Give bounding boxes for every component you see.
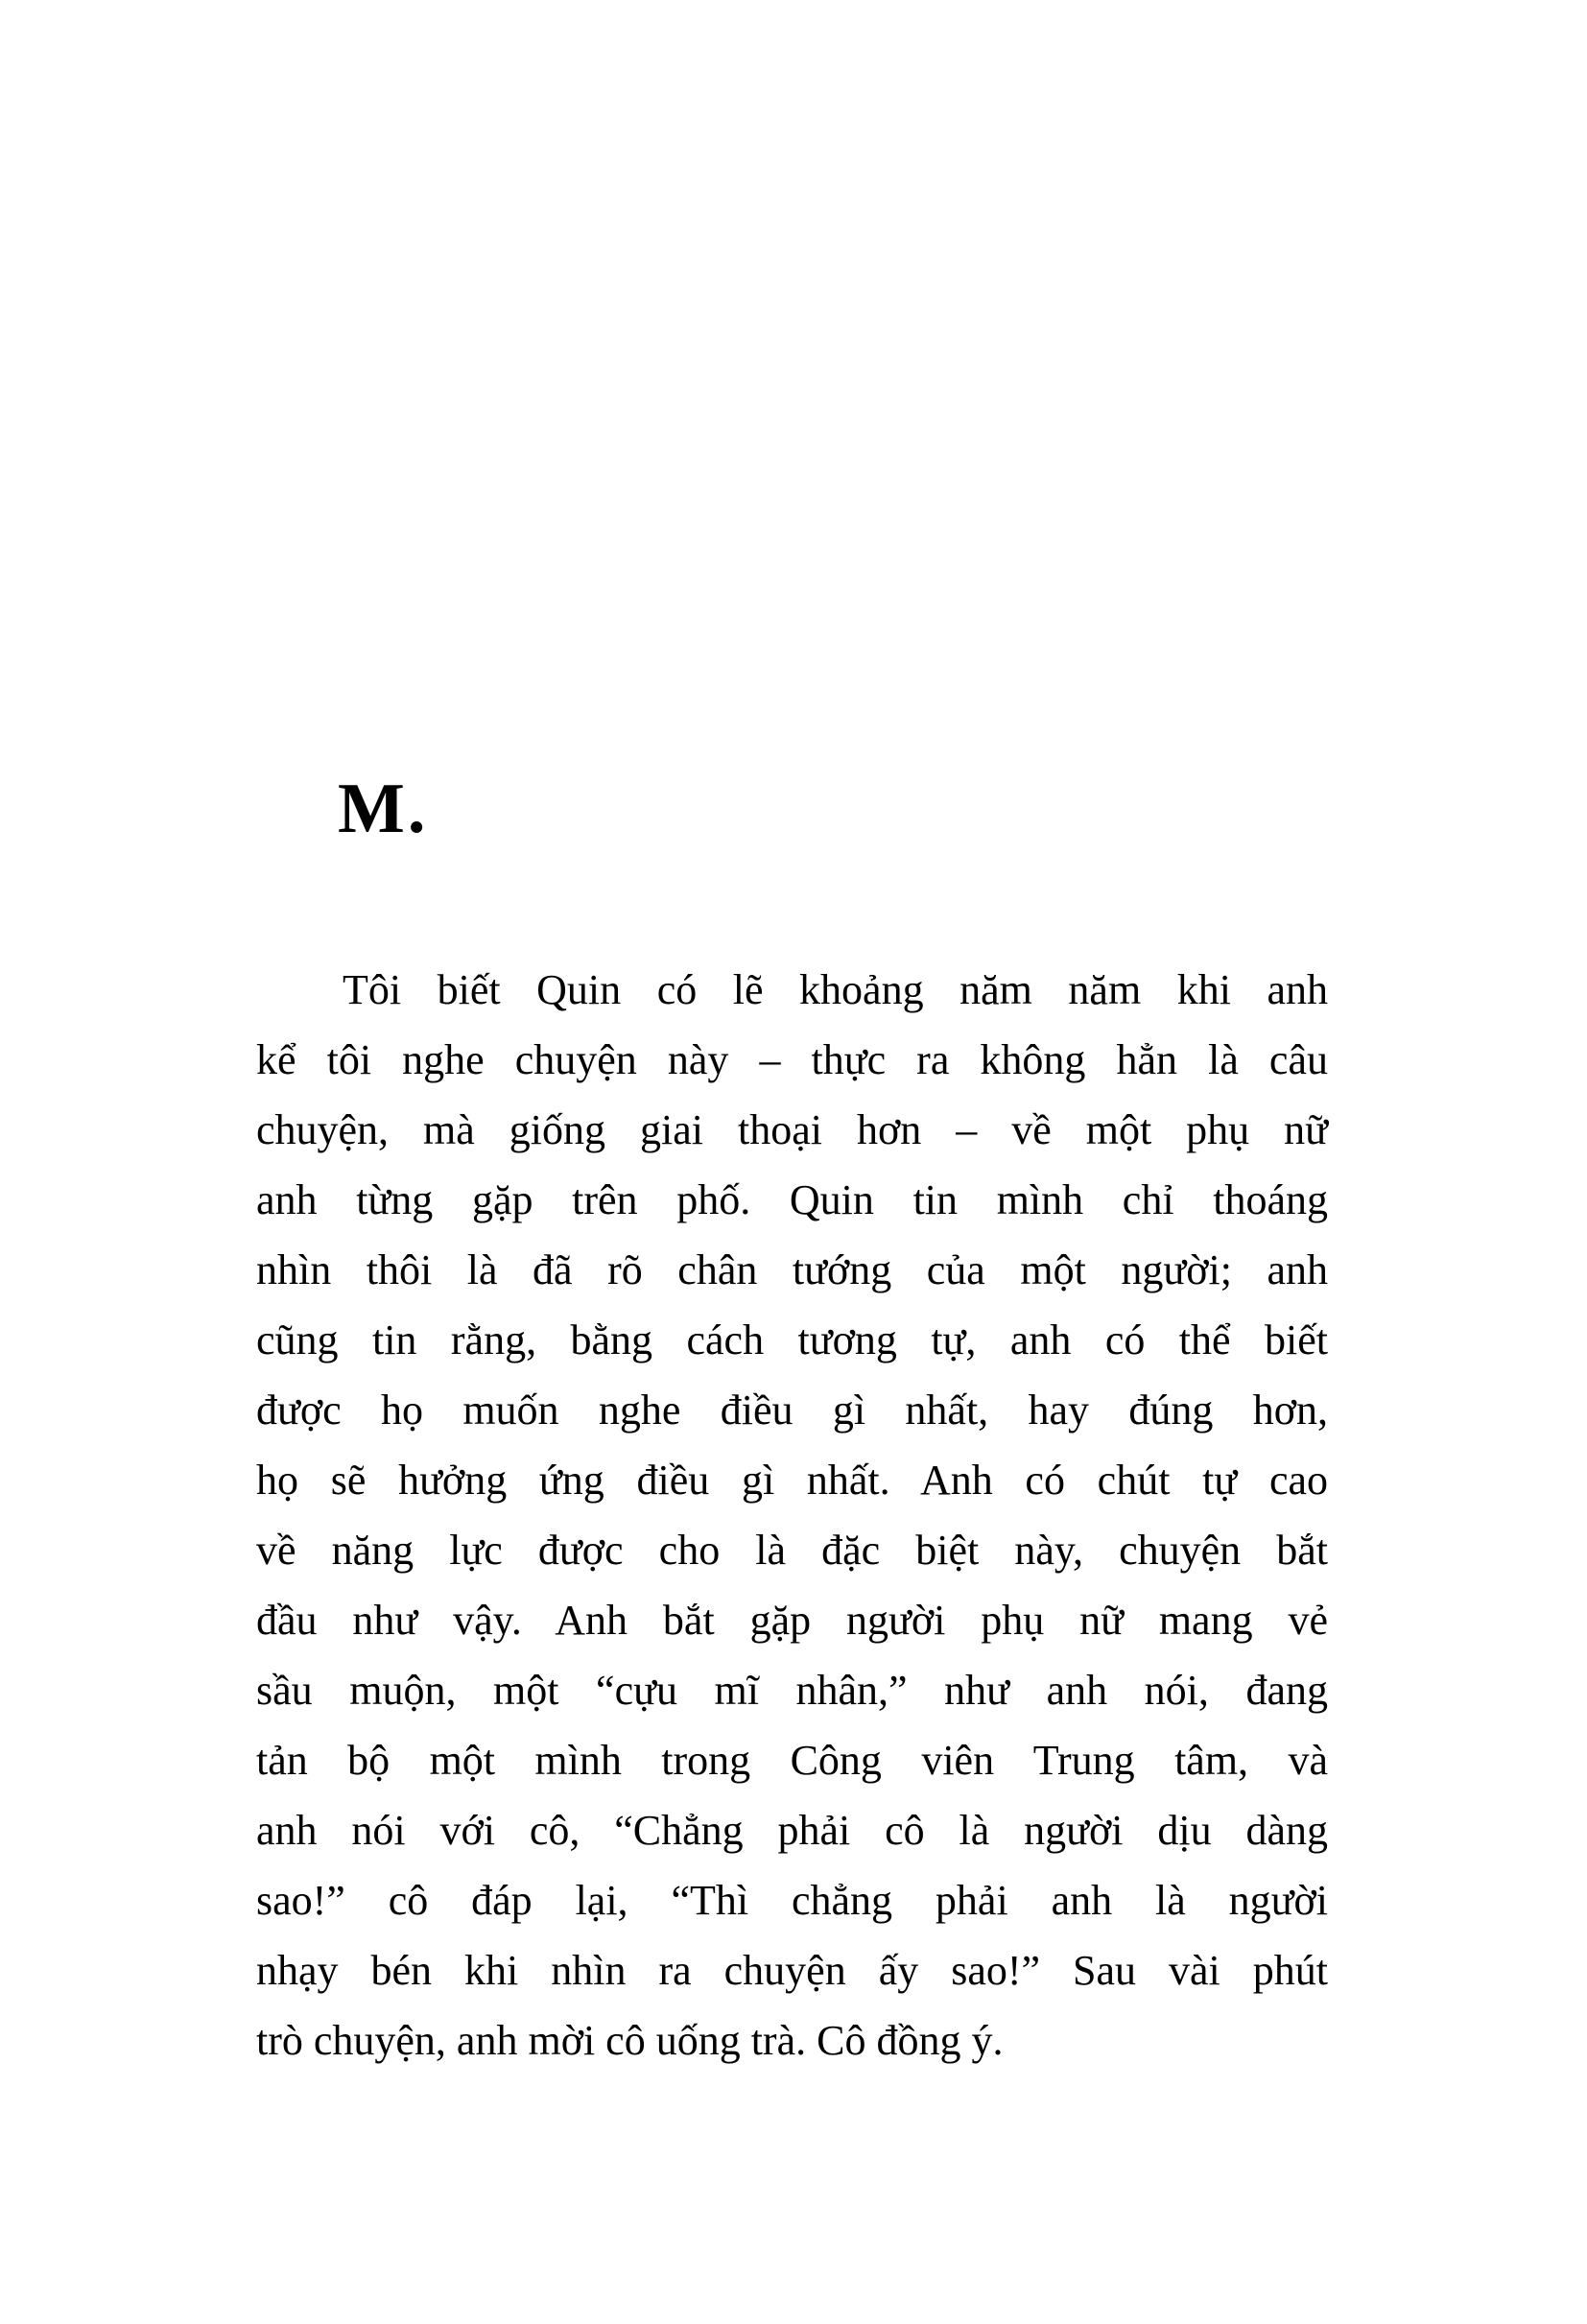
text-line: chuyện, mà giống giai thoại hơn – về một phụ nữ	[256, 1106, 1328, 1153]
text-line: kể tôi nghe chuyện này – thực ra không hẳn là câu	[256, 1036, 1328, 1083]
text-line: sầu muộn, một “cựu mĩ nhân,” như anh nói, đang	[256, 1667, 1328, 1714]
text-line: sao!” cô đáp lại, “Thì chẳng phải anh là người	[256, 1877, 1328, 1924]
text-line: anh nói với cô, “Chẳng phải cô là người dịu dàng	[256, 1807, 1328, 1854]
text-line: nhìn thôi là đã rõ chân tướng của một người; anh	[256, 1246, 1328, 1293]
paragraph	[256, 955, 1328, 2075]
text-line: cũng tin rằng, bằng cách tương tự, anh có thể biết	[256, 1316, 1328, 1364]
text-line: Tôi biết Quin có lẽ khoảng năm năm khi anh	[343, 966, 1328, 1013]
chapter-heading: M.	[338, 770, 429, 848]
text-line: được họ muốn nghe điều gì nhất, hay đúng hơn,	[256, 1387, 1328, 1434]
text-line: tản bộ một mình trong Công viên Trung tâm, và	[256, 1737, 1328, 1784]
text-line: trò chuyện, anh mời cô uống trà. Cô đồng ý.	[256, 2017, 1004, 2064]
text-line: anh từng gặp trên phố. Quin tin mình chỉ thoáng	[256, 1176, 1328, 1223]
text-line: đầu như vậy. Anh bắt gặp người phụ nữ mang vẻ	[256, 1597, 1328, 1644]
text-line: nhạy bén khi nhìn ra chuyện ấy sao!” Sau vài phút	[256, 1947, 1328, 1994]
text-line: về năng lực được cho là đặc biệt này, chuyện bắt	[256, 1527, 1328, 1574]
text-line: họ sẽ hưởng ứng điều gì nhất. Anh có chút tự cao	[256, 1457, 1328, 1504]
